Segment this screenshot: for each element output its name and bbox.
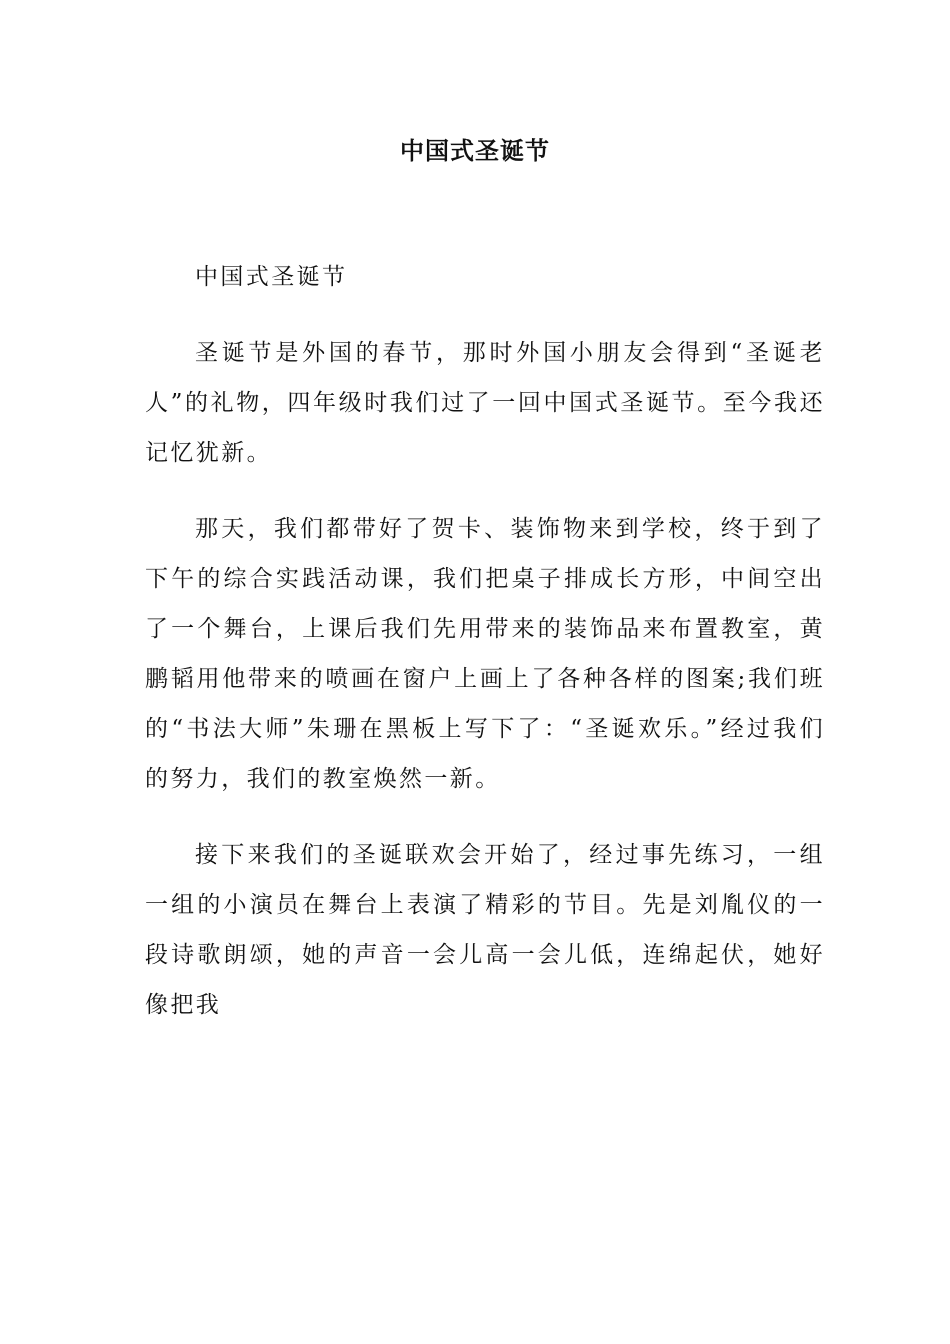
document-body [145,252,825,1056]
document-title: 中国式圣诞节 [400,137,550,165]
paragraph: 圣诞节是外国的春节，那时外国小朋友会得到“圣诞老人”的礼物，四年级时我们过了一回中国式圣诞节。至今我还记忆犹新。 [145,340,825,466]
paragraph: 那天，我们都带好了贺卡、装饰物来到学校，终于到了下午的综合实践活动课，我们把桌子排成长方形，中间空出了一个舞台，上课后我们先用带来的装饰品来布置教室，黄鹏韬用他带来的喷画在窗户上画上了各种各样的图案;我们班的“书法大师”朱珊在黑板上写下了：“圣诞欢乐。”经过我们的努力，我们的教室焕然一新。 [145,516,825,792]
paragraph-subheading: 中国式圣诞节 [195,264,348,290]
paragraph: 接下来我们的圣诞联欢会开始了，经过事先练习，一组一组的小演员在舞台上表演了精彩的节目。先是刘胤仪的一段诗歌朗颂，她的声音一会儿高一会儿低，连绵起伏，她好像把我 [145,842,825,1018]
